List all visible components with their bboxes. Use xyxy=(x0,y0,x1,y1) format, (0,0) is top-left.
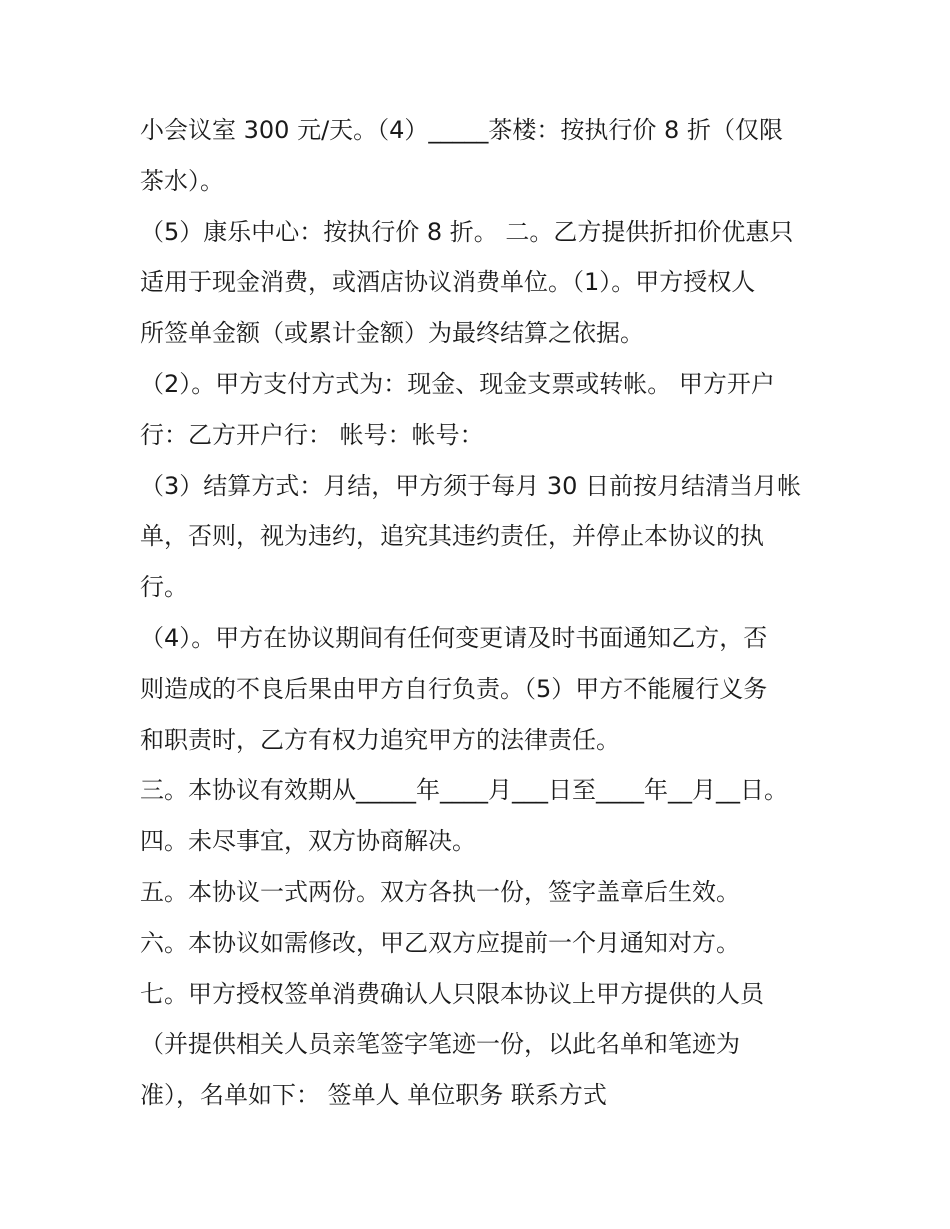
text-line: 七。甲方授权签单消费确认人只限本协议上甲方提供的人员 xyxy=(140,979,764,1008)
text-line: （2）。甲方支付方式为：现金、现金支票或转帐。 甲方开户 xyxy=(140,369,775,398)
text-line: 行。 xyxy=(140,573,188,602)
text-line: 茶水）。 xyxy=(140,166,224,195)
text-line: 适用于现金消费，或酒店协议消费单位。（1）。甲方授权人 xyxy=(140,268,756,297)
text-line: 五。本协议一式两份。双方各执一份，签字盖章后生效。 xyxy=(140,877,740,906)
document-body xyxy=(140,105,820,1121)
text-line: （并提供相关人员亲笔签字笔迹一份，以此名单和笔迹为 xyxy=(140,1030,740,1059)
text-line: （3）结算方式：月结，甲方须于每月 30 日前按月结清当月帐 xyxy=(140,471,802,500)
text-line: （4）。甲方在协议期间有任何变更请及时书面通知乙方，否 xyxy=(140,623,768,652)
text-line: 准），名单如下： 签单人 单位职务 联系方式 xyxy=(140,1081,607,1110)
text-line: 小会议室 300 元/天。（4）_____茶楼：按执行价 8 折（仅限 xyxy=(140,116,783,144)
text-line: 四。未尽事宜，双方协商解决。 xyxy=(140,827,476,856)
text-line: 六。本协议如需修改，甲乙双方应提前一个月通知对方。 xyxy=(140,928,740,957)
text-line: 行：乙方开户行： 帐号：帐号： xyxy=(140,420,484,449)
text-line: 和职责时，乙方有权力追究甲方的法律责任。 xyxy=(140,725,620,754)
text-line: 所签单金额（或累计金额）为最终结算之依据。 xyxy=(140,319,644,348)
text-line: 单，否则，视为违约，追究其违约责任，并停止本协议的执 xyxy=(140,522,764,551)
text-line: （5）康乐中心：按执行价 8 折。 二。乙方提供折扣价优惠只 xyxy=(140,217,794,246)
text-line: 则造成的不良后果由甲方自行负责。（5）甲方不能履行义务 xyxy=(140,674,768,703)
text-line: 三。本协议有效期从_____年____月___日至____年__月__日。 xyxy=(140,776,788,805)
